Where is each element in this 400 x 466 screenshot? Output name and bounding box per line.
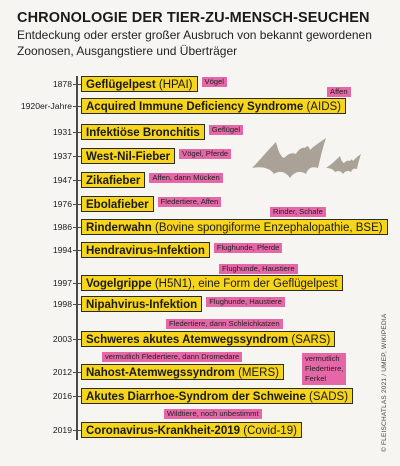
timeline-tick	[73, 372, 81, 373]
disease-box	[81, 331, 335, 347]
animal-tag: vermutlich Fledertiere, Ferkel	[302, 353, 346, 385]
disease-name: Nahost-Atemwegssyndrom	[86, 367, 235, 379]
animal-tag: vermutlich Fledertiere, dann Dromedare	[102, 352, 242, 362]
chart-title: CHRONOLOGIE DER TIER-ZU-MENSCH-SEUCHEN	[17, 10, 370, 26]
timeline-tick	[73, 132, 81, 133]
disease-box	[81, 275, 343, 291]
disease-name: Geflügelpest	[86, 79, 156, 91]
disease-abbreviation: (SARS)	[291, 334, 331, 346]
disease-name: Rinderwahn	[86, 222, 152, 234]
disease-box	[81, 364, 284, 380]
year-label: 1986	[52, 222, 72, 232]
animal-tag: Vögel	[202, 77, 227, 87]
disease-abbreviation: (SADS)	[309, 391, 349, 403]
timeline-tick	[73, 180, 81, 181]
disease-abbreviation: (AIDS)	[306, 101, 341, 113]
disease-box	[81, 124, 205, 140]
disease-name: Akutes Diarrhoe-Syndrom der Schweine	[86, 391, 306, 403]
chart-subtitle: Entdeckung oder erster großer Ausbruch von bekannt gewordenen Zoonosen, Ausgangstiere und Überträger	[17, 28, 372, 58]
animal-tag: Affen, dann Mücken	[149, 173, 222, 183]
animal-tag: Flughunde, Pferde	[214, 243, 282, 253]
year-label: 2003	[52, 334, 72, 344]
timeline-tick	[73, 283, 81, 284]
disease-box	[81, 172, 145, 188]
animal-tag: Flughunde, Haustiere	[219, 264, 298, 274]
disease-abbreviation: (Bovine spongiforme Enzephalopathie, BSE)	[155, 222, 383, 234]
animal-tag: Fledertiere, Affen	[158, 197, 222, 207]
disease-box	[81, 388, 353, 404]
timeline-tick	[73, 227, 81, 228]
timeline-tick	[73, 106, 81, 107]
timeline-tick	[73, 250, 81, 251]
timeline-axis	[76, 76, 78, 440]
year-label: 1994	[52, 245, 72, 255]
year-label: 1997	[52, 278, 72, 288]
disease-name: Coronavirus-Krankheit-2019	[86, 425, 241, 437]
year-label: 2019	[52, 425, 72, 435]
disease-abbreviation: (HPAI)	[158, 79, 193, 91]
animal-tag: Rinder, Schafe	[270, 207, 326, 217]
disease-name: Vogelgrippe	[86, 278, 152, 290]
timeline-tick	[73, 156, 81, 157]
animal-tag: Wildtiere, noch unbestimmt	[164, 409, 262, 419]
animal-tag: Vögel, Pferde	[179, 149, 231, 159]
year-label: 2016	[52, 391, 72, 401]
animal-tag: Affen	[327, 87, 351, 97]
disease-box	[81, 76, 198, 92]
disease-box	[81, 219, 388, 235]
disease-box	[81, 296, 202, 312]
disease-name: West-Nil-Fieber	[86, 151, 171, 163]
animal-tag: Flughunde, Haustiere	[206, 297, 285, 307]
timeline-tick	[73, 396, 81, 397]
timeline-tick	[73, 204, 81, 205]
year-label: 1937	[52, 151, 72, 161]
year-label: 1878	[52, 79, 72, 89]
source-credit: © FLEISCHATLAS 2021 / UMEP, WIKIPEDIA	[381, 313, 388, 452]
disease-name: Nipahvirus-Infektion	[86, 299, 198, 311]
disease-box	[81, 196, 154, 212]
disease-name: Hendravirus-Infektion	[86, 245, 205, 257]
disease-abbreviation: (H5N1), eine Form der Geflügelpest	[154, 278, 338, 290]
disease-box	[81, 148, 175, 164]
disease-name: Infektiöse Bronchitis	[86, 127, 200, 139]
disease-name: Ebolafieber	[86, 199, 149, 211]
disease-name: Zikafieber	[86, 175, 141, 187]
disease-abbreviation: (Covid-19)	[243, 425, 297, 437]
disease-abbreviation: (MERS)	[238, 367, 279, 379]
bats-silhouette-icon	[250, 134, 362, 182]
timeline-tick	[73, 430, 81, 431]
animal-tag: Fledertiere, dann Schleichkatzen	[166, 319, 283, 329]
animal-tag: Geflügel	[209, 125, 243, 135]
disease-box	[81, 98, 346, 114]
year-label: 2012	[52, 367, 72, 377]
year-label: 1920er-Jahre	[20, 101, 72, 111]
year-label: 1998	[52, 299, 72, 309]
disease-box	[81, 242, 210, 258]
disease-box	[81, 422, 302, 438]
year-label: 1931	[52, 127, 72, 137]
year-label: 1976	[52, 199, 72, 209]
year-label: 1947	[52, 175, 72, 185]
timeline-tick	[73, 84, 81, 85]
disease-name: Schweres akutes Atemwegssyndrom	[86, 334, 289, 346]
timeline-tick	[73, 339, 81, 340]
disease-name: Acquired Immune Deficiency Syndrome	[86, 101, 304, 113]
timeline-tick	[73, 304, 81, 305]
